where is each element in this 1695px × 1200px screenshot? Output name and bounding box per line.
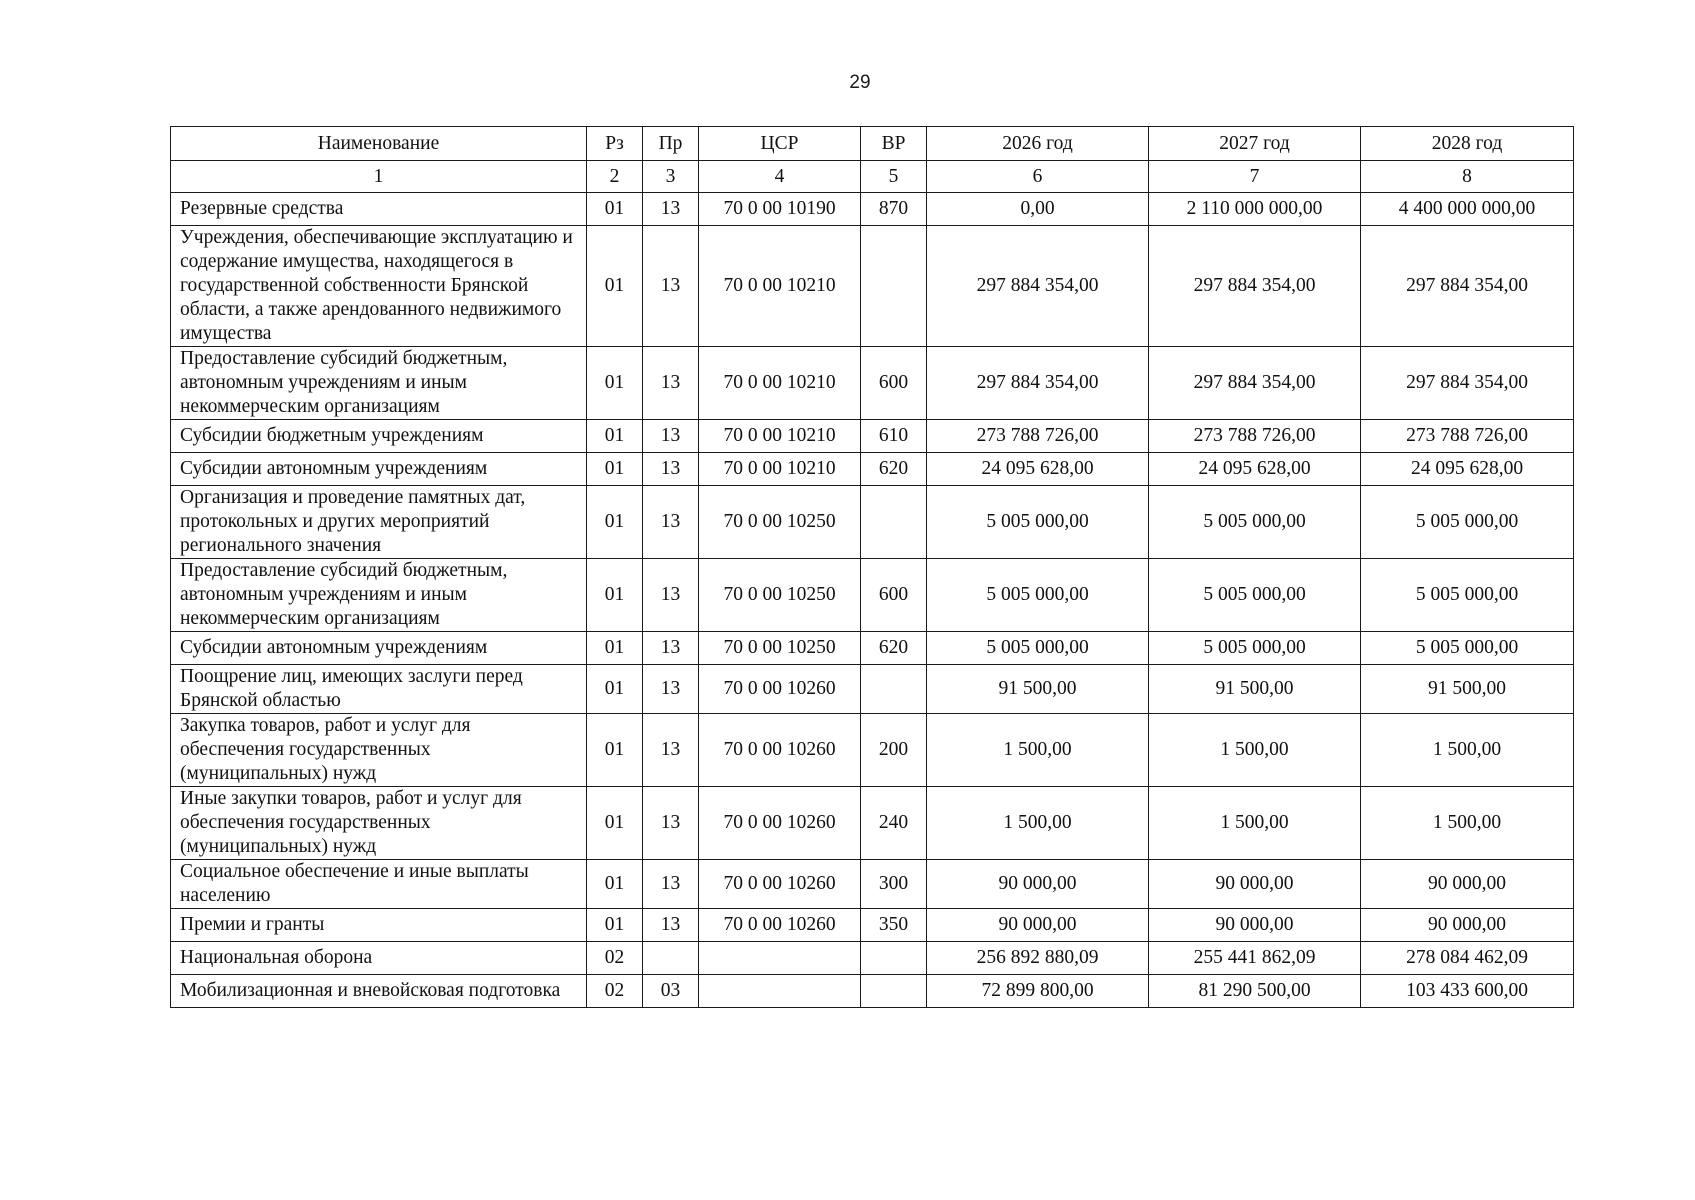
cell-vr: 600 xyxy=(861,347,927,420)
header-2027: 2027 год xyxy=(1149,127,1361,161)
cell-vr xyxy=(861,665,927,714)
cell-2027: 255 441 862,09 xyxy=(1149,942,1361,975)
cell-name: Премии и гранты xyxy=(171,909,587,942)
cell-rz: 01 xyxy=(587,453,643,486)
cell-vr: 200 xyxy=(861,714,927,787)
cell-pr: 13 xyxy=(643,714,699,787)
cell-2026: 5 005 000,00 xyxy=(927,486,1149,559)
header-name: Наименование xyxy=(171,127,587,161)
cell-csr: 70 0 00 10260 xyxy=(699,787,861,860)
cell-vr: 300 xyxy=(861,860,927,909)
cell-2026: 256 892 880,09 xyxy=(927,942,1149,975)
cell-2028: 5 005 000,00 xyxy=(1361,632,1574,665)
cell-csr: 70 0 00 10210 xyxy=(699,226,861,347)
cell-csr: 70 0 00 10210 xyxy=(699,347,861,420)
column-number: 8 xyxy=(1361,161,1574,193)
table-row xyxy=(171,347,1574,420)
cell-2027: 5 005 000,00 xyxy=(1149,632,1361,665)
cell-vr: 350 xyxy=(861,909,927,942)
cell-csr xyxy=(699,975,861,1008)
cell-2026: 72 899 800,00 xyxy=(927,975,1149,1008)
cell-csr: 70 0 00 10260 xyxy=(699,665,861,714)
cell-2028: 90 000,00 xyxy=(1361,909,1574,942)
cell-2027: 1 500,00 xyxy=(1149,714,1361,787)
cell-2028: 103 433 600,00 xyxy=(1361,975,1574,1008)
cell-name: Субсидии автономным учреждениям xyxy=(171,632,587,665)
cell-rz: 01 xyxy=(587,193,643,226)
cell-2027: 297 884 354,00 xyxy=(1149,347,1361,420)
cell-2027: 5 005 000,00 xyxy=(1149,559,1361,632)
cell-rz: 01 xyxy=(587,420,643,453)
cell-2027: 81 290 500,00 xyxy=(1149,975,1361,1008)
cell-vr: 610 xyxy=(861,420,927,453)
cell-rz: 01 xyxy=(587,632,643,665)
cell-rz: 02 xyxy=(587,942,643,975)
table-row xyxy=(171,559,1574,632)
cell-vr: 240 xyxy=(861,787,927,860)
cell-vr: 600 xyxy=(861,559,927,632)
table-row xyxy=(171,860,1574,909)
table-row xyxy=(171,665,1574,714)
column-number: 6 xyxy=(927,161,1149,193)
cell-2028: 24 095 628,00 xyxy=(1361,453,1574,486)
cell-pr: 13 xyxy=(643,909,699,942)
cell-2027: 90 000,00 xyxy=(1149,909,1361,942)
table-row xyxy=(171,420,1574,453)
cell-pr: 13 xyxy=(643,486,699,559)
cell-rz: 01 xyxy=(587,665,643,714)
header-csr: ЦСР xyxy=(699,127,861,161)
cell-name: Мобилизационная и вневойсковая подготовка xyxy=(171,975,587,1008)
cell-2028: 273 788 726,00 xyxy=(1361,420,1574,453)
cell-2026: 91 500,00 xyxy=(927,665,1149,714)
cell-vr: 870 xyxy=(861,193,927,226)
cell-pr: 13 xyxy=(643,787,699,860)
table-row xyxy=(171,787,1574,860)
cell-pr: 13 xyxy=(643,453,699,486)
cell-2026: 0,00 xyxy=(927,193,1149,226)
cell-2027: 90 000,00 xyxy=(1149,860,1361,909)
cell-2028: 1 500,00 xyxy=(1361,787,1574,860)
cell-name: Резервные средства xyxy=(171,193,587,226)
table-row xyxy=(171,714,1574,787)
cell-rz: 01 xyxy=(587,486,643,559)
table-header-row xyxy=(171,127,1574,161)
cell-vr: 620 xyxy=(861,453,927,486)
cell-2026: 1 500,00 xyxy=(927,787,1149,860)
budget-table xyxy=(170,126,1574,1008)
cell-2028: 4 400 000 000,00 xyxy=(1361,193,1574,226)
cell-2026: 90 000,00 xyxy=(927,860,1149,909)
page-number: 29 xyxy=(849,72,871,93)
cell-2026: 90 000,00 xyxy=(927,909,1149,942)
cell-pr xyxy=(643,942,699,975)
cell-2027: 5 005 000,00 xyxy=(1149,486,1361,559)
cell-name: Поощрение лиц, имеющих заслуги перед Брянской областью xyxy=(171,665,587,714)
cell-pr: 13 xyxy=(643,632,699,665)
cell-name: Закупка товаров, работ и услуг для обеспечения государственных (муниципальных) нужд xyxy=(171,714,587,787)
table-row xyxy=(171,453,1574,486)
cell-rz: 01 xyxy=(587,860,643,909)
column-number: 5 xyxy=(861,161,927,193)
cell-2027: 297 884 354,00 xyxy=(1149,226,1361,347)
column-number: 1 xyxy=(171,161,587,193)
column-number: 3 xyxy=(643,161,699,193)
cell-name: Организация и проведение памятных дат, протокольных и других мероприятий регионального значения xyxy=(171,486,587,559)
cell-2027: 24 095 628,00 xyxy=(1149,453,1361,486)
column-number: 7 xyxy=(1149,161,1361,193)
cell-pr: 13 xyxy=(643,193,699,226)
column-number: 2 xyxy=(587,161,643,193)
cell-csr xyxy=(699,942,861,975)
cell-vr xyxy=(861,975,927,1008)
cell-2028: 91 500,00 xyxy=(1361,665,1574,714)
cell-2028: 5 005 000,00 xyxy=(1361,486,1574,559)
cell-2026: 24 095 628,00 xyxy=(927,453,1149,486)
cell-rz: 02 xyxy=(587,975,643,1008)
cell-vr xyxy=(861,942,927,975)
cell-2026: 297 884 354,00 xyxy=(927,347,1149,420)
cell-pr: 13 xyxy=(643,420,699,453)
cell-2028: 297 884 354,00 xyxy=(1361,226,1574,347)
cell-name: Предоставление субсидий бюджетным, автономным учреждениям и иным некоммерческим организациям xyxy=(171,559,587,632)
table-row xyxy=(171,226,1574,347)
cell-rz: 01 xyxy=(587,226,643,347)
cell-csr: 70 0 00 10250 xyxy=(699,632,861,665)
cell-name: Социальное обеспечение и иные выплаты населению xyxy=(171,860,587,909)
cell-pr: 13 xyxy=(643,226,699,347)
cell-2026: 273 788 726,00 xyxy=(927,420,1149,453)
cell-vr xyxy=(861,226,927,347)
cell-csr: 70 0 00 10260 xyxy=(699,714,861,787)
cell-2027: 2 110 000 000,00 xyxy=(1149,193,1361,226)
cell-rz: 01 xyxy=(587,909,643,942)
cell-2026: 297 884 354,00 xyxy=(927,226,1149,347)
cell-2026: 1 500,00 xyxy=(927,714,1149,787)
cell-name: Национальная оборона xyxy=(171,942,587,975)
cell-rz: 01 xyxy=(587,347,643,420)
cell-2027: 91 500,00 xyxy=(1149,665,1361,714)
table-row xyxy=(171,632,1574,665)
cell-rz: 01 xyxy=(587,559,643,632)
cell-2026: 5 005 000,00 xyxy=(927,632,1149,665)
cell-2028: 297 884 354,00 xyxy=(1361,347,1574,420)
cell-name: Субсидии бюджетным учреждениям xyxy=(171,420,587,453)
cell-csr: 70 0 00 10260 xyxy=(699,860,861,909)
cell-pr: 13 xyxy=(643,347,699,420)
cell-2027: 273 788 726,00 xyxy=(1149,420,1361,453)
cell-name: Предоставление субсидий бюджетным, автономным учреждениям и иным некоммерческим организациям xyxy=(171,347,587,420)
cell-2028: 5 005 000,00 xyxy=(1361,559,1574,632)
table-row xyxy=(171,486,1574,559)
cell-csr: 70 0 00 10210 xyxy=(699,453,861,486)
cell-csr: 70 0 00 10210 xyxy=(699,420,861,453)
table-row xyxy=(171,942,1574,975)
cell-2027: 1 500,00 xyxy=(1149,787,1361,860)
cell-vr: 620 xyxy=(861,632,927,665)
header-2026: 2026 год xyxy=(927,127,1149,161)
cell-2028: 1 500,00 xyxy=(1361,714,1574,787)
header-vr: ВР xyxy=(861,127,927,161)
cell-csr: 70 0 00 10250 xyxy=(699,559,861,632)
cell-pr: 13 xyxy=(643,665,699,714)
cell-pr: 13 xyxy=(643,860,699,909)
column-number: 4 xyxy=(699,161,861,193)
cell-2026: 5 005 000,00 xyxy=(927,559,1149,632)
cell-2028: 278 084 462,09 xyxy=(1361,942,1574,975)
cell-csr: 70 0 00 10260 xyxy=(699,909,861,942)
cell-rz: 01 xyxy=(587,714,643,787)
cell-csr: 70 0 00 10190 xyxy=(699,193,861,226)
cell-csr: 70 0 00 10250 xyxy=(699,486,861,559)
column-number-row xyxy=(171,161,1574,193)
table-row xyxy=(171,909,1574,942)
cell-name: Субсидии автономным учреждениям xyxy=(171,453,587,486)
cell-name: Иные закупки товаров, работ и услуг для обеспечения государственных (муниципальных) нужд xyxy=(171,787,587,860)
header-pr: Пр xyxy=(643,127,699,161)
cell-pr: 13 xyxy=(643,559,699,632)
header-rz: Рз xyxy=(587,127,643,161)
cell-vr xyxy=(861,486,927,559)
cell-2028: 90 000,00 xyxy=(1361,860,1574,909)
header-2028: 2028 год xyxy=(1361,127,1574,161)
cell-name: Учреждения, обеспечивающие эксплуатацию и содержание имущества, находящегося в государственной собственности Брянской области, а также арендованного недвижимого имущества xyxy=(171,226,587,347)
cell-rz: 01 xyxy=(587,787,643,860)
table-row xyxy=(171,975,1574,1008)
cell-pr: 03 xyxy=(643,975,699,1008)
table-row xyxy=(171,193,1574,226)
